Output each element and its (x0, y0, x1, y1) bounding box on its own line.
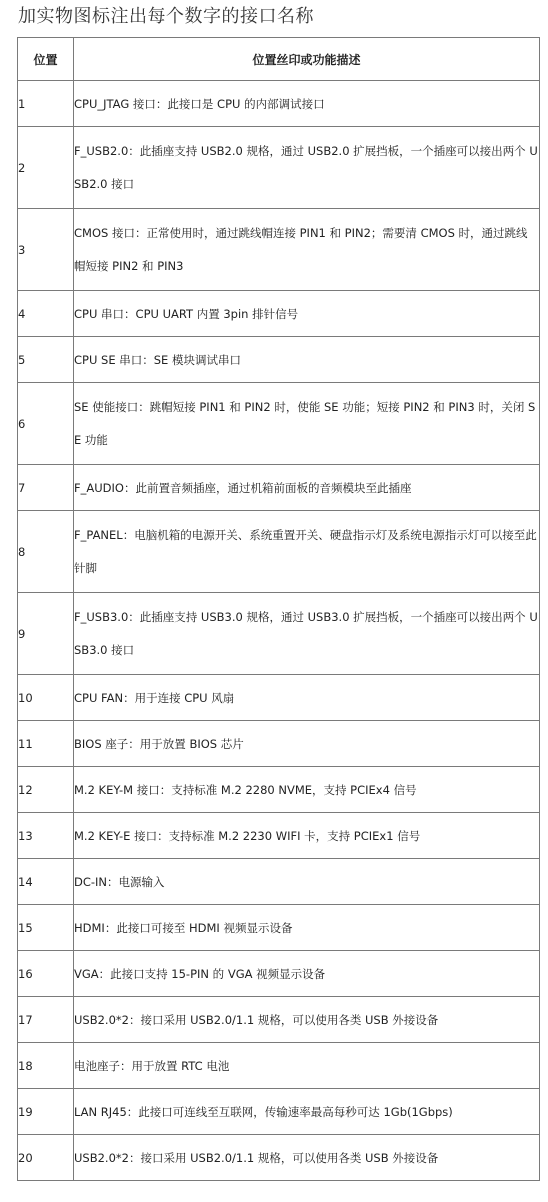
table-row (18, 997, 540, 1043)
row-description-cell: CPU FAN：用于连接 CPU 风扇 (74, 675, 540, 721)
table-row (18, 291, 540, 337)
row-position-cell: 19 (18, 1089, 74, 1135)
table-row (18, 1135, 540, 1181)
table-row (18, 337, 540, 383)
row-position-cell: 12 (18, 767, 74, 813)
row-description-cell: F_AUDIO：此前置音频插座，通过机箱前面板的音频模块至此插座 (74, 465, 540, 511)
row-description-cell: F_USB2.0：此插座支持 USB2.0 规格，通过 USB2.0 扩展挡板，一个插座可以接出两个 USB2.0 接口 (74, 127, 540, 209)
table-row (18, 951, 540, 997)
row-position-cell: 8 (18, 511, 74, 593)
row-position-cell: 18 (18, 1043, 74, 1089)
row-description-cell: HDMI：此接口可接至 HDMI 视频显示设备 (74, 905, 540, 951)
row-position-cell: 5 (18, 337, 74, 383)
row-description-cell: SE 使能接口：跳帽短接 PIN1 和 PIN2 时，使能 SE 功能；短接 PIN2 和 PIN3 时，关闭 SE 功能 (74, 383, 540, 465)
row-description-cell: LAN RJ45：此接口可连线至互联网，传输速率最高每秒可达 1Gb(1Gbps) (74, 1089, 540, 1135)
interface-table (17, 37, 540, 1181)
table-row (18, 905, 540, 951)
row-description-cell: BIOS 座子：用于放置 BIOS 芯片 (74, 721, 540, 767)
row-position-cell: 10 (18, 675, 74, 721)
row-description-cell: F_PANEL：电脑机箱的电源开关、系统重置开关、硬盘指示灯及系统电源指示灯可以接至此针脚 (74, 511, 540, 593)
page-title: 加实物图标注出每个数字的接口名称 (18, 6, 314, 27)
table-row (18, 675, 540, 721)
table-header-row (18, 38, 540, 81)
row-position-cell: 11 (18, 721, 74, 767)
table-row (18, 511, 540, 593)
row-position-cell: 1 (18, 81, 74, 127)
table-row (18, 721, 540, 767)
row-position-cell: 6 (18, 383, 74, 465)
table-row (18, 209, 540, 291)
table-row (18, 593, 540, 675)
row-description-cell: F_USB3.0：此插座支持 USB3.0 规格，通过 USB3.0 扩展挡板，一个插座可以接出两个 USB3.0 接口 (74, 593, 540, 675)
row-description-cell: CMOS 接口：正常使用时，通过跳线帽连接 PIN1 和 PIN2；需要清 CMOS 时，通过跳线帽短接 PIN2 和 PIN3 (74, 209, 540, 291)
row-description-cell: M.2 KEY-M 接口：支持标准 M.2 2280 NVME，支持 PCIEx4 信号 (74, 767, 540, 813)
row-description-cell: CPU 串口：CPU UART 内置 3pin 排针信号 (74, 291, 540, 337)
row-description-cell: VGA：此接口支持 15-PIN 的 VGA 视频显示设备 (74, 951, 540, 997)
row-description-cell: USB2.0*2：接口采用 USB2.0/1.1 规格，可以使用各类 USB 外接设备 (74, 997, 540, 1043)
table-body (18, 81, 540, 1181)
row-description-cell: USB2.0*2：接口采用 USB2.0/1.1 规格，可以使用各类 USB 外接设备 (74, 1135, 540, 1181)
table-row (18, 859, 540, 905)
row-description-cell: CPU_JTAG 接口：此接口是 CPU 的内部调试接口 (74, 81, 540, 127)
table-row (18, 465, 540, 511)
row-position-cell: 17 (18, 997, 74, 1043)
row-position-cell: 14 (18, 859, 74, 905)
table-row (18, 813, 540, 859)
row-position-cell: 2 (18, 127, 74, 209)
row-description-cell: DC-IN：电源输入 (74, 859, 540, 905)
table-row (18, 767, 540, 813)
table-row (18, 127, 540, 209)
row-position-cell: 9 (18, 593, 74, 675)
row-position-cell: 20 (18, 1135, 74, 1181)
table-row (18, 383, 540, 465)
table-row (18, 1089, 540, 1135)
header-position: 位置 (18, 38, 74, 81)
row-position-cell: 13 (18, 813, 74, 859)
row-description-cell: CPU SE 串口：SE 模块调试串口 (74, 337, 540, 383)
row-position-cell: 7 (18, 465, 74, 511)
table-row (18, 1043, 540, 1089)
row-description-cell: M.2 KEY-E 接口：支持标准 M.2 2230 WIFI 卡，支持 PCIEx1 信号 (74, 813, 540, 859)
table-row (18, 81, 540, 127)
row-position-cell: 15 (18, 905, 74, 951)
row-position-cell: 16 (18, 951, 74, 997)
row-description-cell: 电池座子：用于放置 RTC 电池 (74, 1043, 540, 1089)
row-position-cell: 4 (18, 291, 74, 337)
row-position-cell: 3 (18, 209, 74, 291)
header-description: 位置丝印或功能描述 (74, 38, 540, 81)
